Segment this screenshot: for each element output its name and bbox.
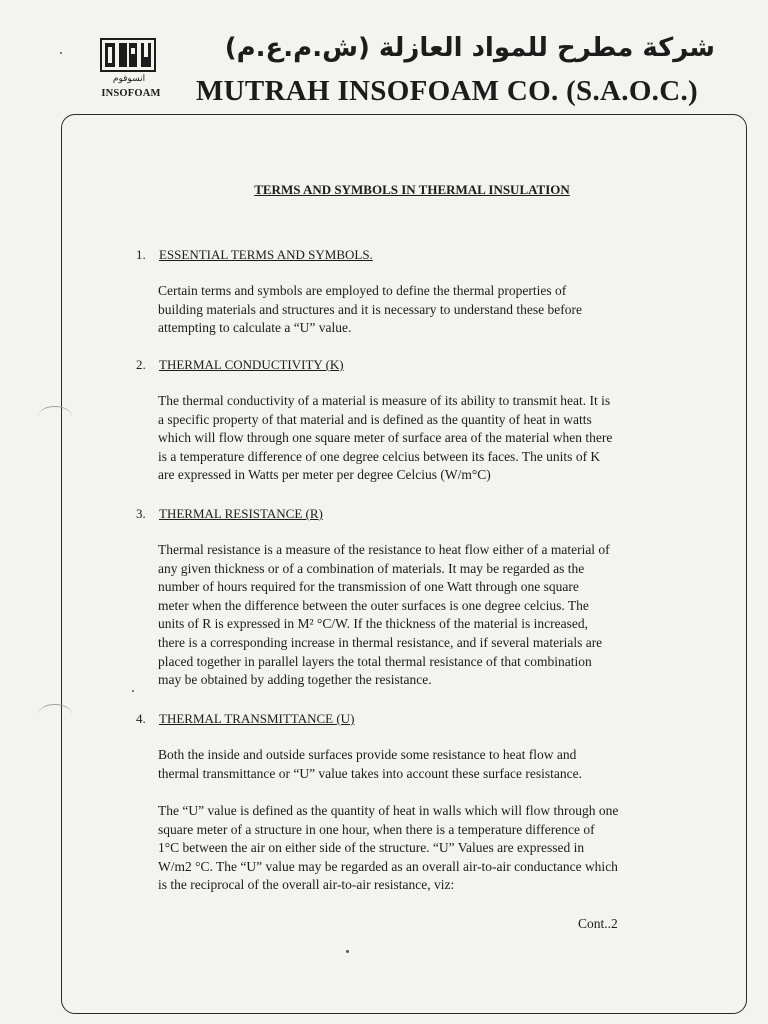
paragraph-line: are expressed in Watts per meter per degree Celcius (W/m°C) bbox=[158, 467, 491, 483]
scan-speck bbox=[132, 690, 134, 692]
paragraph bbox=[158, 282, 718, 338]
section-heading bbox=[136, 710, 354, 728]
paragraph-line: any given thickness or of a combination of materials. It may be regarded as the bbox=[158, 560, 585, 576]
paragraph-line: which will flow through one square meter of surface area of the material when there bbox=[158, 430, 613, 446]
document-title: TERMS AND SYMBOLS IN THERMAL INSULATION bbox=[254, 182, 570, 197]
logo-arabic-text: انسوفوم bbox=[112, 74, 146, 84]
paragraph-line: units of R is expressed in M² °C/W. If the thickness of the material is increased, bbox=[158, 616, 588, 632]
logo-latin-text: INSOFOAM bbox=[101, 88, 161, 99]
logo-mark-icon bbox=[100, 38, 156, 72]
paragraph bbox=[158, 746, 718, 783]
paragraph bbox=[158, 392, 718, 485]
paragraph-line: there is a corresponding increase in thermal resistance, and if several materials are bbox=[158, 634, 603, 650]
section-number: 1. bbox=[136, 247, 146, 262]
paragraph bbox=[158, 802, 718, 895]
paragraph-line: The thermal conductivity of a material is measure of its ability to transmit heat. It is bbox=[158, 393, 611, 408]
section-heading-text: ESSENTIAL TERMS AND SYMBOLS. bbox=[159, 247, 373, 262]
section-heading-text: THERMAL TRANSMITTANCE (U) bbox=[159, 711, 355, 726]
paragraph-line: W/m2 °C. The “U” value may be regarded as an overall air-to-air conductance which bbox=[158, 858, 618, 874]
section-heading-text: THERMAL RESISTANCE (R) bbox=[159, 506, 323, 521]
paragraph-line: thermal transmittance or “U” value takes into account these surface resistance. bbox=[158, 765, 582, 781]
punch-hole-mark bbox=[38, 406, 72, 427]
paragraph-line: Thermal resistance is a measure of the resistance to heat flow either of a material of bbox=[158, 542, 610, 557]
paragraph-line: placed together in parallel layers the total thermal resistance of that combination bbox=[158, 653, 592, 669]
paragraph-line: meter when the difference between the outer surfaces is one degree celcius. The bbox=[158, 597, 589, 613]
scan-speck bbox=[346, 950, 349, 953]
insofoam-logo bbox=[96, 38, 166, 102]
punch-hole-mark bbox=[38, 704, 72, 725]
paragraph-line: Certain terms and symbols are employed to define the thermal properties of bbox=[158, 283, 567, 298]
paragraph bbox=[158, 541, 718, 690]
paragraph-line: 1°C between the air on either side of the structure. “U” Values are expressed in bbox=[158, 840, 585, 856]
paragraph-line: attempting to calculate a “U” value. bbox=[158, 320, 352, 336]
paragraph-line: may be obtained by adding together the resistance. bbox=[158, 672, 432, 688]
paragraph-line: a specific property of that material and is defined as the quantity of heat in watts bbox=[158, 411, 592, 427]
section-heading-text: THERMAL CONDUCTIVITY (K) bbox=[159, 357, 344, 372]
section-number: 4. bbox=[136, 711, 146, 726]
company-name-english: MUTRAH INSOFOAM CO. (S.A.O.C.) bbox=[196, 75, 698, 107]
paragraph-line: square meter of a structure in one hour, when there is a temperature difference of bbox=[158, 821, 595, 837]
paragraph-line: Both the inside and outside surfaces provide some resistance to heat flow and bbox=[158, 747, 577, 762]
section-number: 2. bbox=[136, 357, 146, 372]
section-number: 3. bbox=[136, 506, 146, 521]
paragraph-line: number of hours required for the transmission of one Watt through one square bbox=[158, 579, 579, 595]
scan-speck bbox=[60, 52, 62, 54]
paragraph-line: is the reciprocal of the overall air-to-air resistance, viz: bbox=[158, 877, 455, 893]
paragraph-line: building materials and structures and it is necessary to understand these before bbox=[158, 301, 582, 317]
letterhead bbox=[0, 0, 768, 110]
continuation-note: Cont..2 bbox=[578, 916, 618, 931]
section-heading bbox=[136, 505, 323, 523]
paragraph-line: is a temperature difference of one degree celcius between its faces. The units of K bbox=[158, 448, 601, 464]
company-name-arabic: شركة مطرح للمواد العازلة (ش.م.ع.م) bbox=[224, 33, 715, 63]
paragraph-line: The “U” value is defined as the quantity of heat in walls which will flow through one bbox=[158, 803, 619, 818]
section-heading bbox=[136, 356, 344, 374]
section-heading bbox=[136, 246, 373, 264]
